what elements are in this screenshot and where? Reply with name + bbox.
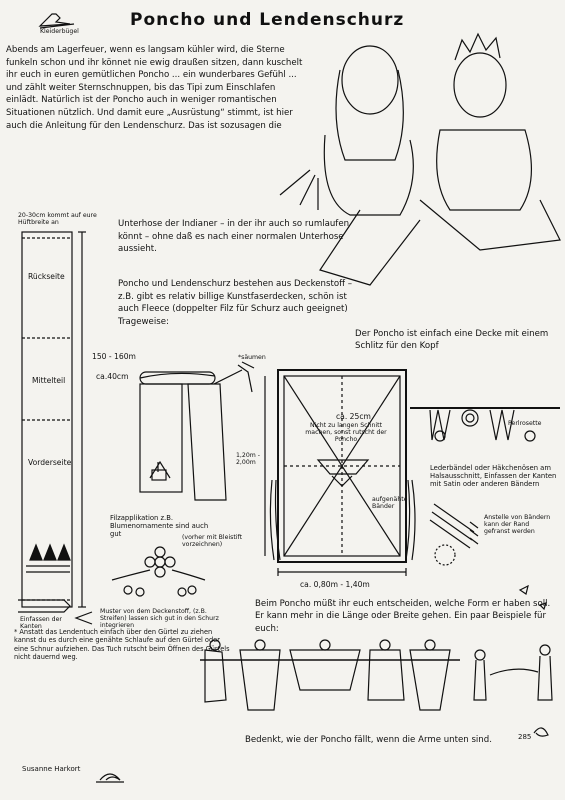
slit-note: Nicht zu langen Schnitt machen, sonst rutscht der Poncho — [305, 422, 387, 443]
sew-label: *säumen — [238, 354, 266, 361]
fringe-note: Anstelle von Bändern kann der Rand gefranst werden — [484, 514, 551, 535]
pencil-note: (vorher mit Bleistift vorzeichnen) — [182, 534, 243, 548]
pattern-note: Muster von dem Deckenstoff, (z.B. Streifen) lassen sich gut in den Schurz integrieren — [100, 608, 219, 629]
pearl-label: Perlrosette — [508, 420, 542, 427]
hanger-icon — [40, 14, 74, 28]
flower-ornament — [112, 547, 205, 596]
poncho-note: Der Poncho ist einfach eine Decke mit einem Schlitz für den Kopf — [355, 329, 549, 351]
intro-continued: Unterhose der Indianer – in der ihr auch so rumlaufen könnt – ohne daß es nach einer normalen Unterhose aussieht. — [118, 219, 350, 255]
belt-note: * Anstatt das Lendentuch einfach über den Gürtel zu ziehen kannst du es durch eine genähte Schlaufe auf den Gürtel oder eine Schnur aufziehen. Das Tuch rutscht beim Öffnen des Gürtels nicht dauernd weg. — [14, 628, 230, 662]
loincloth-width-note: 20-30cm kommt auf eure Hüftbreite an — [18, 212, 97, 226]
loincloth-middle-label: Mittelteil — [32, 376, 66, 385]
width-measure: ca.40cm — [96, 372, 129, 381]
material-text: Poncho und Lendenschurz bestehen aus Deckenstoff – z.B. gibt es relativ billige Kunstfaserdecken, schön ist auch Fleece (doppelter Filz für Schurz auch geeignet) Trageweise: — [118, 279, 353, 327]
choose-note: Beim Poncho müßt ihr euch entscheiden, welche Form er haben soll. Er kann mehr in die Länge oder Breite gehen. Ein paar Beispiele für euch: — [255, 599, 551, 634]
height-measure: 1,20m - 2,00m — [236, 452, 261, 466]
edge-label: Einfassen der Kanten — [20, 616, 62, 630]
page-title: Poncho und Lendenschurz — [130, 10, 405, 30]
felt-note: Filzapplikation z.B. Blumenornamente sind auch gut — [110, 514, 209, 538]
page-number: 285 — [518, 733, 532, 741]
length-measure: 150 - 160m — [92, 352, 136, 361]
fringe-detail — [430, 504, 478, 565]
hanger-label: Kleiderbügel — [40, 28, 79, 35]
slit-measure: ca. 25cm — [336, 412, 371, 421]
loincloth-back-label: Rückseite — [28, 272, 65, 281]
worn-loincloth — [140, 362, 254, 500]
campfire-icon — [96, 774, 124, 782]
poncho-examples — [200, 640, 460, 710]
signature: Susanne Harkort — [22, 765, 81, 773]
poncho-blanket — [265, 370, 415, 576]
arms-note: Bedenkt, wie der Poncho fällt, wenn die Arme unten sind. — [245, 735, 492, 745]
intro-text: Abends am Lagerfeuer, wenn es langsam kühler wird, die Sterne funkeln schon und ihr könnet nie ewig draußen sitzen, dann kuschelt ihr euch in euren gemütlichen Poncho ... ein wunderbares Gefühl ... und zählt weiter Sternschnuppen, bis das Tipi zum Einschlafen einlädt. Natürlich ist der Poncho auch in weniger romantischen Situationen nützlich. Und damit eure „Ausrüstung“ stimmt, ist hier auch die Anleitung für den Lendenschurz. Das ist sozusagen die — [6, 45, 303, 131]
loincloth-pattern — [22, 232, 86, 607]
loincloth-front-label: Vorderseite — [28, 458, 72, 467]
bands-label: aufgenähte Bänder — [372, 496, 408, 510]
leather-note: Lederbändel oder Häkchenösen am Halsausschnitt, Einfassen der Kanten mit Satin oder anderen Bändern — [430, 464, 557, 489]
poncho-width-measure: ca. 0,80m - 1,40m — [300, 580, 370, 589]
